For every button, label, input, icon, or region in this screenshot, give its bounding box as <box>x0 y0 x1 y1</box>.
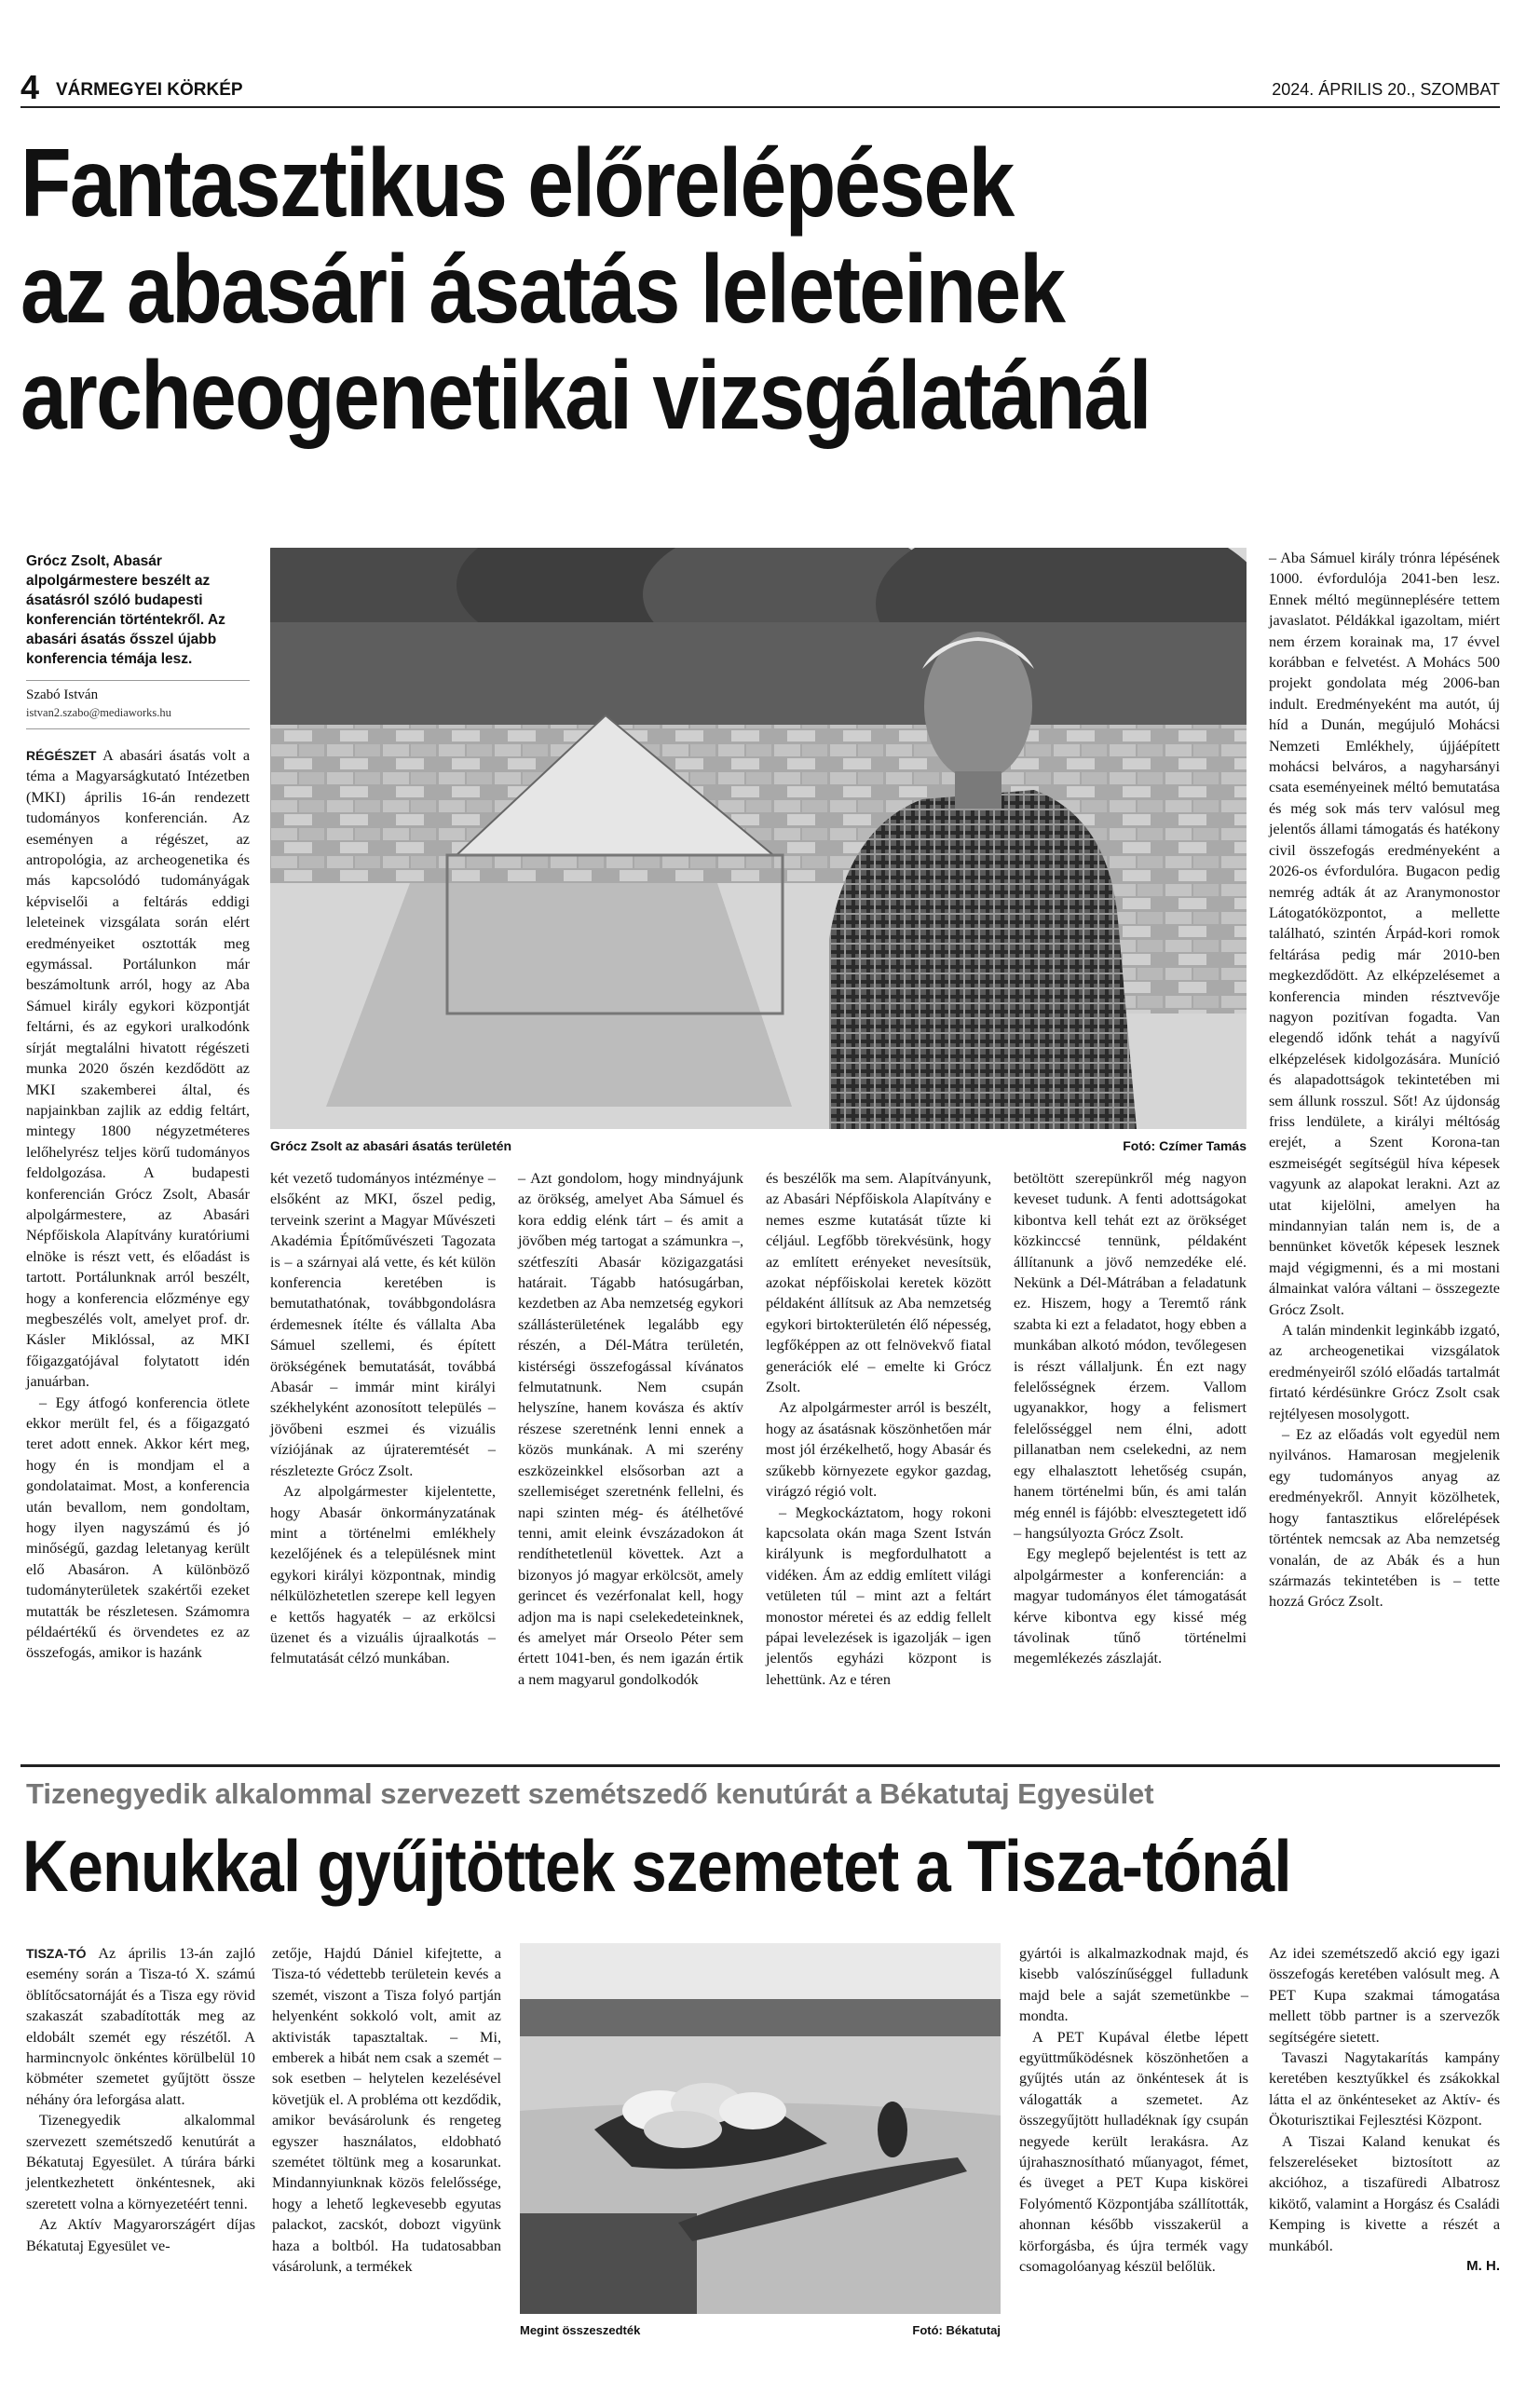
author-email: istvan2.szabo@mediaworks.hu <box>26 706 171 719</box>
article2-col5-p1: Az idei szemétszedő akció egy igazi összefogás keretében valósult meg. A PET Kupa szakmai támogatása mellett több partner is a szervezők segítségére sietett. <box>1269 1945 1500 2046</box>
article2-kicker: TISZA-TÓ <box>26 1946 87 1961</box>
article2-col4-p1: gyártói is alkalmazkodnak majd, és kisebb valószínűséggel fulladunk majd bele a saját szemetünkbe – mondta. <box>1019 1945 1248 2025</box>
masthead-rule <box>20 106 1500 108</box>
kayak-photo-credit: Fotó: Békatutaj <box>912 2323 1001 2337</box>
photo-credit: Fotó: Czímer Tamás <box>1123 1138 1247 1153</box>
article2-col4-p2: A PET Kupával életbe lépett együttműködésnek köszönhetően a gyűjtés után az önkéntesek át is válogatták a szemetet. Az összegyűjtött hulladéknak így csupán negyede került lerakásra. Az újrahasznosítható műanyagot, fémet, és üveget a PET Kupa kiskörei Folyómentő Központjába szállították, ahonnan később visszakerül a körforgásba, és újra termék vagy csomagolóanyag készül belőlük. <box>1019 2028 1248 2276</box>
author-rule <box>26 728 250 729</box>
article2-col1-p3: Az Aktív Magyarországért díjas Békatutaj Egyesület ve- <box>26 2216 255 2254</box>
article1-col4-p2: Az alpolgármester arról is beszélt, hogy az ásatásnak köszönhetően már most jól érzékelhető, hogy Abasár és szűkebb környezete egykor gazdag, virágzó régió volt. <box>766 1399 991 1501</box>
article1-col6-p1: – Aba Sámuel király trónra lépésének 1000. évfordulója 2041-ben lesz. Ennek méltó megünneplésére tettem javaslatot. Példákkal igazoltam, miért nem érzem korainak ma, 17 évvel korábban e felvetést. A Mohács 500 projekt gondolata még 2006-ban indult. Eredményeként ma autót, új híd a Dunán, megújuló Mohácsi Nemzeti Emlékhely, újjáépített mohácsi belváros, a nagyharsányi csata eseményeinek méltó bemutatása és még sok más terv valósul meg jelentős állami támogatás és hatékony civil összefogás eredményeként a 2026-os évfordulóra. Bugacon pedig nemrég adták át az Aranymonostor Látogatóközpontot, a mellette található, szintén Árpád-kori romok feltárása pedig már 2010-ben megkezdődött. Az elképzelésemet a konferencia minden résztvevője nagyon pozitívan fogadta. Van elegendő időnk tehát a nagyívű elképzelések kidolgozására. Muníció és alapadottságok tekintetében mi sem állunk rosszul. Sőt! Az újdonság friss lendülete, a királyi méltóság erejét, a Szent Korona-tan eszmeiségét segítségül híva képesek vagyunk az alapokat lerakni. Azt az utat kijelölni, amelyen ha mindannyian talán nem is, de a bennünket követők képesek lesznek majd végigmenni, és a mi mostani álmainkat valóra váltani – összegezte Grócz Zsolt. <box>1269 550 1500 1318</box>
article2-col1-p2: Tizenegyedik alkalommal szervezett szemétszedő kenutúrát a Békatutaj Egyesület. A túrára bárki jelentkezhetett önkéntesnek, aki szeretett volna a környezetéért tenni. <box>26 2112 255 2212</box>
article2-col2-p1: zetője, Hajdú Dániel kifejtette, a Tisza-tó védettebb területein kevés a szemét, viszont a Tisza folyó partján helyenként sokkoló volt, amit az aktivisták tapasztaltak. – Mi, emberek a hibát nem csak a szemét – sok esetben – helytelen kezelésével követjük el. A probléma ott kezdődik, amikor bevásárolunk és rengeteg egyszer használatos, eldobható szemétet töltünk meg a kosarunkat. Mindannyiunknak közös felelőssége, hogy a lehető legkevesebb egyutas palackot, zacskót, dobozt vigyünk haza a boltból. Ha tudatosabban vásárolunk, a termékek <box>272 1945 501 2276</box>
article1-col6-p3: – Ez az előadás volt egyedül nem nyilvános. Hamarosan megjelenik egy tudományos anyag az eredményekről. Annyit közölhetek, hogy fantasztikus előrelépések történtek nemcsak az Aba nemzetség vonalán, de az Abák és a hun származás tekintetében is – tette hozzá Grócz Zsolt. <box>1269 1426 1500 1611</box>
article1-col4-p1: és beszélők ma sem. Alapítványunk, az Abasári Népfőiskola Alapítvány e nemes eszme kutatását tűzte ki céljául. Legfőbb törekvésünk, hogy az említett erényeket nevesítsük, azokat népfőiskolai keretek között példaként állítsuk az Aba nemzetség egykori birtokterületén élő népesség, legfőképpen az ott felnövekvő fiatal generációk elé – emelte ki Grócz Zsolt. <box>766 1170 991 1396</box>
article1-lead: Grócz Zsolt, Abasár alpolgármestere beszélt az ásatásról szóló budapesti konferencián történtekről. Az abasári ásatás ősszel újabb konferencia témája lesz. <box>26 553 225 667</box>
article1-col4-p3: – Megkockáztatom, hogy rokoni kapcsolata okán maga Szent István királyunk is megfordulhatott a vidéken. Ám az eddig említett világi vetületen túl – mint azt a feltárt monostor méretei és az eddig fellelt pápai levelezések is igazolják – igen jelentős egyházi központ is lehettünk. Az e téren <box>766 1503 991 1688</box>
article1-col1 <box>26 745 250 1664</box>
page-number: 4 <box>20 68 40 106</box>
excavation-photo-image <box>270 548 1247 1129</box>
article2-col1-p1: Az április 13-án zajló esemény során a Tisza-tó X. számú öblítőcsatornáját és a Tisza egy rövid szakaszát szabadították meg az eldobált szemét egy részétől. A harmincnyolc önkéntes körülbelül 10 köbméter szemetet gyűjtött össze néhány óra leforgása alatt. <box>26 1945 255 2108</box>
article2-col4 <box>1019 1943 1248 2278</box>
article1-headline <box>20 130 1294 449</box>
article1-col6 <box>1269 548 1500 1612</box>
article2-overline: Tizenegyedik alkalommal szervezett szemétszedő kenutúrát a Békatutaj Egyesület <box>26 1777 1154 1810</box>
lead-rule <box>26 680 250 681</box>
article2-col5-p3: A Tiszai Kaland kenukat és felszereléseket biztosított az akcióhoz, a tiszafüredi Albatrosz kikötő, valamint a Horgász és Családi Kemping is kivette a részét a munkából. <box>1269 2132 1500 2254</box>
headline-line-2: az abasári ásatás leleteinek <box>20 236 1065 344</box>
kayak-photo <box>520 1943 1001 2314</box>
photo-caption: Grócz Zsolt az abasári ásatás területén <box>270 1138 512 1153</box>
article-divider <box>20 1764 1500 1767</box>
article1-col3-p1: – Azt gondolom, hogy mindnyájunk az örökség, amelyet Aba Sámuel és kora eddig elénk tárt – és amit a jövőben még tartogat a számunkra –, szétfeszíti Abasár közigazgatási határait. Tágabb hatósugárban, kezdetben az Aba nemzetség egykori szállásterületének legalább egy részén, a Dél-Mátra területén, kistérségi összefogással kívánatos felmutatnunk. Nem csupán helyszíne, hanem kovásza és aktív részese szeretnénk lenni ennek a közös munkának. A mi szerény eszközeinkkel elsősorban azt a szellemiséget szeretnénk fellelni, és napi szinten még- és átélhetővé tenni, amit eleink évszázadokon át rendíthetetlenül követtek. Azt a bizonyos jó magyar erkölcsöt, amely gerincet és vezérfonalat kell, hogy adjon ma is napi cselekedeteinknek, és amelyet már Orseolo Péter sem értett 1041-ben, és nem igazán értik a nem magyarul gondolkodók <box>518 1170 743 1688</box>
article1-kicker: RÉGÉSZET <box>26 748 97 763</box>
article2-col2 <box>272 1943 501 2278</box>
headline-line-3: archeogenetikai vizsgálatánál <box>20 342 1151 450</box>
article1-col3 <box>518 1168 743 1690</box>
article1-col2-p1: két vezető tudományos intézménye – elsőként az MKI, őszel pedig, terveink szerint a Magyar Művészeti Akadémia Építőművészeti Tagozata is – a szárnyai alá vette, és két külön konferencia keretében is bemutathatónak, továbbgondolásra érdemesnek ítélte és vállalta Aba Sámuel szellemi, és épített örökségének bemutatását, továbbá Abasár – immár mint királyi székhelyként azonosított település – jövőbeni eszmei és vizuális víziójának az újrateremtését – részletezte Grócz Zsolt. <box>270 1170 496 1479</box>
section-name: VÁRMEGYEI KÖRKÉP <box>56 80 243 100</box>
article1-col5-p1: betöltött szerepünkről még nagyon keveset tudunk. A fenti adottságokat kibontva kell tehát ezt az örökséget közkinccsé tennünk, példaként állítanunk a jövő nemzedéke elé. Nekünk a Dél-Mátrában a feladatunk ez. Hiszem, hogy a Teremtő ránk szabta ki ezt a feladatot, hogy ebben a munkában alkotó módon, tevőlegesen is részt vállaljunk. Én ezt nagy felelősségnek érzem. Vallom ugyanakkor, hogy a felismert felelősséggel nem élni, adott pillanatban nem cselekedni, az nem egy elhalasztott lehetőség csupán, hanem történelmi bűn, és ami talán még ennél is fájóbb: elvesztegetett idő – hangsúlyozta Grócz Zsolt. <box>1014 1170 1247 1542</box>
article1-col6-p2: A talán mindenkit leginkább izgató, az archeogenetikai vizsgálatok eredményeiről szóló előadás tartalmát firtató kérdésünkre Grócz Zsolt csak rejtélyesen mosolygott. <box>1269 1322 1500 1422</box>
kayak-photo-caption: Megint összeszedték <box>520 2323 641 2337</box>
kayak-photo-image <box>520 1943 1001 2314</box>
article1-col5 <box>1014 1168 1247 1669</box>
article1-col5-p2: Egy meglepő bejelentést is tett az alpolgármester a konferencián: a magyar tudományos élet támogatását kérve kibontva egy kissé még távolinak tűnő történelmi megemlékezés zászlaját. <box>1014 1545 1247 1667</box>
article2-col5 <box>1269 1943 1500 2278</box>
article2-col1 <box>26 1943 255 2256</box>
article1-col4 <box>766 1168 991 1690</box>
headline-line-1: Fantasztikus előrelépések <box>20 129 1014 238</box>
article1-col2 <box>270 1168 496 1669</box>
article1-col1-p2: – Egy átfogó konferencia ötlete ekkor merült fel, és a főigazgató teret adott ennek. Akkor kért meg, hogy én is mondjam el a gondolataimat. Most, a konferencia után bevallom, nem gondoltam, hogy ilyen nagyszámú és jó minőségű, gazdag leletanyag került elő Abasáron. A különböző tudományterületek szakértői ezeket mutatták be részletesen. Számomra példaértékű és örvendetes ez az összefogás, amikor is hazánk <box>26 1394 250 1662</box>
article2-headline: Kenukkal gyűjtöttek szemetet a Tisza-tónál <box>22 1825 1291 1907</box>
article1-col2-p2: Az alpolgármester kijelentette, hogy Abasár önkormányzatának mint a történelmi emlékhely kezelőjének és a településnek mint egykori királyi központnak, mindig nélkülözhetetlen szerepe kell legyen e kettős hagyaték – az erkölcsi üzenet és a vizuális újraalkotás – felmutatását célzó munkában. <box>270 1483 496 1667</box>
issue-date: 2024. ÁPRILIS 20., SZOMBAT <box>1272 80 1500 99</box>
article2-signature: M. H. <box>1466 2258 1500 2275</box>
author-name: Szabó István <box>26 687 99 702</box>
article1-col1-p1: A abasári ásatás volt a téma a Magyarságkutató Intézetben (MKI) április 16-án rendezett tudományos konferencián. Az eseményen a régészet, az antropológia, az archeogenetika és más kapcsolódó tudományágak képviselői a feltárás eddigi leleteinek vizsgálata során elért eredményeiket osztották meg egymással. Portálunkon már beszámoltunk arról, hogy az Aba Sámuel király egykori központját feltárni, és az egykori uralkodónk sírját megtalálni hivatott régészeti munka 2020 őszén kezdődött az MKI szakemberei által, és napjainkban zajlik az eddig feltárt, mintegy 1800 négyzetméteres lelőhelyrész teljes körű tudományos feldolgozása. A budapesti konferencián Grócz Zsolt, Abasár alpolgármestere, az Abasári Népfőiskola Alapítvány kuratóriumi elnöke is részt vett, és előadást is tartott. Portálunknak arról beszélt, hogy a konferencia előzménye egy megbeszélés volt, amelyet prof. dr. Kásler Miklóssal, az MKI főigazgatójával folytatott idén januárban. <box>26 747 251 1391</box>
main-photo <box>270 548 1247 1129</box>
article2-col5-p2: Tavaszi Nagytakarítás kampány keretében kesztyűkkel és zsákokkal látta el az önkénteseket az Aktív- és Ökoturisztikai Fejlesztési Központ. <box>1269 2049 1500 2129</box>
